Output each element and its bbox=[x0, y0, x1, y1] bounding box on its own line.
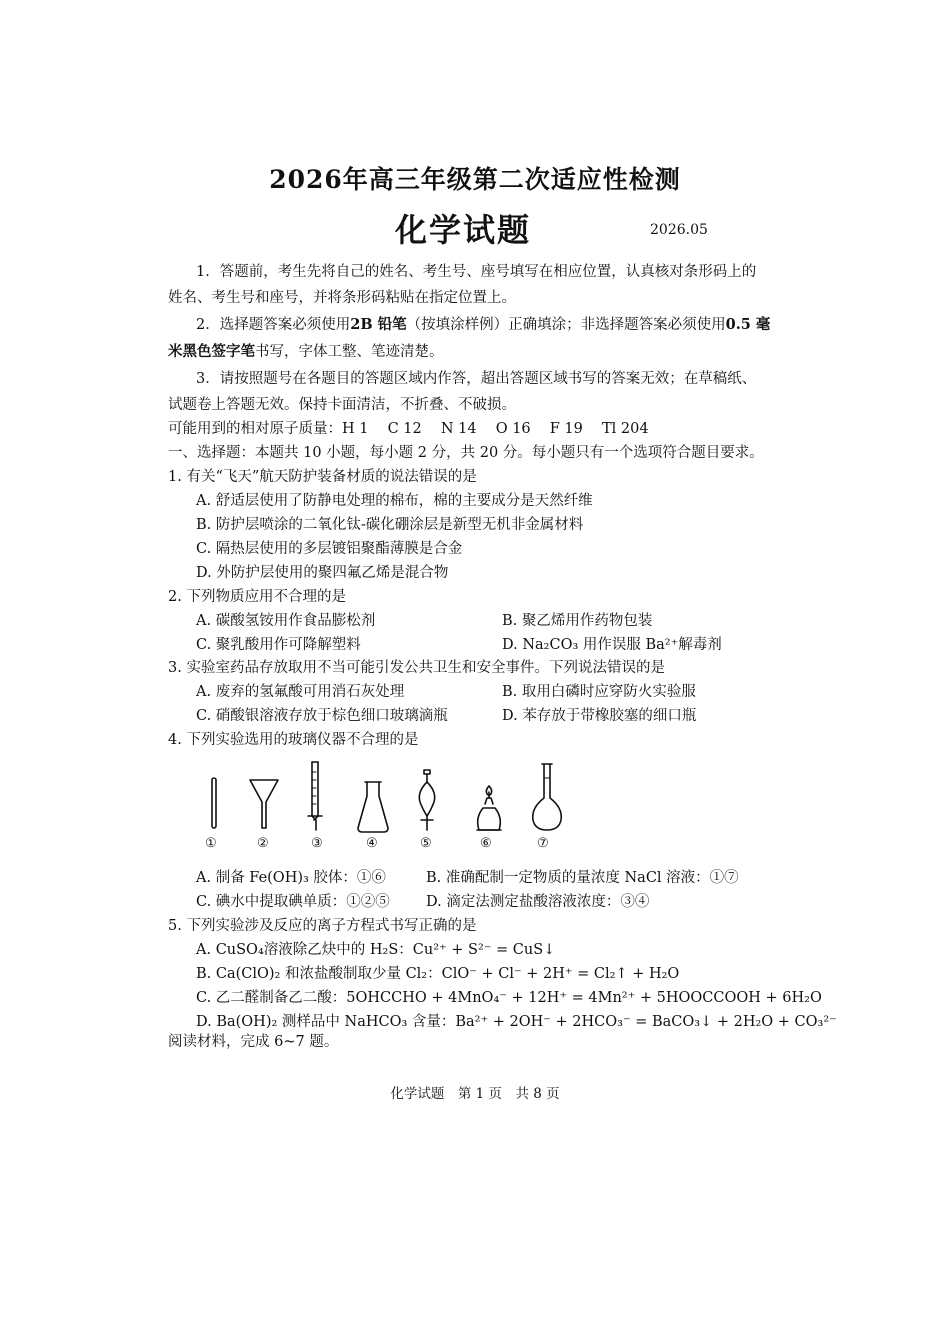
q1-option-d: D. 外防护层使用的聚四氟乙烯是混合物 bbox=[196, 565, 449, 581]
q1-option-b: B. 防护层喷涂的二氧化钛-碳化硼涂层是新型无机非金属材料 bbox=[196, 517, 584, 533]
instruction-3-line-1: 3．请按照题号在各题目的答题区域内作答，超出答题区域书写的答案无效；在草稿纸、 bbox=[196, 371, 757, 387]
q1-option-a: A. 舒适层使用了防静电处理的棉布，棉的主要成分是天然纤维 bbox=[196, 493, 593, 509]
q4-option-c: C. 碘水中提取碘单质：①②⑤ bbox=[196, 894, 390, 910]
instruction-2-pen-size: 0.5 毫 bbox=[725, 316, 771, 333]
apparatus-label-4: ④ bbox=[366, 836, 378, 851]
q5-option-a: A. CuSO₄溶液除乙炔中的 H₂S：Cu²⁺ + S²⁻ = CuS↓ bbox=[196, 942, 556, 958]
burette-icon bbox=[308, 762, 322, 830]
apparatus-label-3: ③ bbox=[311, 836, 323, 851]
q4-option-b: B. 准确配制一定物质的量浓度 NaCl 溶液：①⑦ bbox=[426, 870, 739, 886]
q2-option-b: B. 聚乙烯用作药物包装 bbox=[502, 613, 653, 629]
conical-flask-icon bbox=[358, 782, 388, 832]
q1-stem: 1. 有关“飞天”航天防护装备材质的说法错误的是 bbox=[168, 469, 477, 485]
q5-option-b: B. Ca(ClO)₂ 和浓盐酸制取少量 Cl₂：ClO⁻ + Cl⁻ + 2H⁺ = Cl₂↑ + H₂O bbox=[196, 966, 680, 982]
atomic-masses: 可能用到的相对原子质量：H 1 C 12 N 14 O 16 F 19 Tl 204 bbox=[168, 421, 649, 437]
apparatus-label-5: ⑤ bbox=[420, 836, 432, 851]
reading-material-note: 阅读材料，完成 6~7 题。 bbox=[168, 1034, 339, 1050]
q3-option-c: C. 硝酸银溶液存放于棕色细口玻璃滴瓶 bbox=[196, 708, 448, 724]
q3-option-b: B. 取用白磷时应穿防火实验服 bbox=[502, 684, 696, 700]
q4-option-d: D. 滴定法测定盐酸溶液浓度：③④ bbox=[426, 894, 650, 910]
q3-option-d: D. 苯存放于带橡胶塞的细口瓶 bbox=[502, 708, 697, 724]
volumetric-flask-icon bbox=[533, 764, 562, 830]
q2-stem: 2. 下列物质应用不合理的是 bbox=[168, 589, 346, 605]
instruction-2-mid: （按填涂样例）正确填涂；非选择题答案必须使用 bbox=[406, 317, 726, 333]
instruction-2-pen: 米黑色签字笔 bbox=[168, 343, 255, 360]
separatory-funnel-icon bbox=[419, 770, 434, 830]
instruction-1-line-2: 姓名、考生号和座号，并将条形码粘贴在指定位置上。 bbox=[168, 290, 516, 306]
q1-option-c: C. 隔热层使用的多层镀铝聚酯薄膜是合金 bbox=[196, 541, 463, 557]
q5-stem: 5. 下列实验涉及反应的离子方程式书写正确的是 bbox=[168, 918, 477, 934]
glass-rod-icon bbox=[212, 778, 216, 828]
page-footer: 化学试题 第 1 页 共 8 页 bbox=[390, 1086, 560, 1102]
q5-option-d: D. Ba(OH)₂ 测样品中 NaHCO₃ 含量：Ba²⁺ + 2OH⁻ + 2HCO₃⁻ = BaCO₃↓ + 2H₂O + CO₃²⁻ bbox=[196, 1014, 837, 1030]
instruction-2-post: 书写，字体工整、笔迹清楚。 bbox=[255, 344, 444, 360]
apparatus-label-1: ① bbox=[205, 836, 217, 851]
instruction-2-pre: 2．选择题答案必须使用 bbox=[196, 317, 351, 333]
apparatus-label-7: ⑦ bbox=[537, 836, 549, 851]
q4-option-a: A. 制备 Fe(OH)₃ 胶体：①⑥ bbox=[196, 870, 386, 886]
apparatus-label-6: ⑥ bbox=[480, 836, 492, 851]
instruction-3-line-2: 试题卷上答题无效。保持卡面清洁，不折叠、不破损。 bbox=[168, 397, 516, 413]
exam-date: 2026.05 bbox=[650, 222, 708, 238]
q3-option-a: A. 废弃的氢氟酸可用消石灰处理 bbox=[196, 684, 405, 700]
q2-option-d: D. Na₂CO₃ 用作误服 Ba²⁺解毒剂 bbox=[502, 637, 722, 653]
q3-stem: 3. 实验室药品存放取用不当可能引发公共卫生和安全事件。下列说法错误的是 bbox=[168, 660, 665, 676]
q5-option-c: C. 乙二醛制备乙二酸：5OHCCHO + 4MnO₄⁻ + 12H⁺ = 4Mn²⁺ + 5HOOCCOOH + 6H₂O bbox=[196, 990, 822, 1006]
section-1-heading: 一、选择题：本题共 10 小题，每小题 2 分，共 20 分。每小题只有一个选项符合题目要求。 bbox=[168, 445, 764, 461]
instruction-1-line-1: 1．答题前，考生先将自己的姓名、考生号、座号填写在相应位置，认真核对条形码上的 bbox=[196, 264, 757, 280]
subject-title: 化学试题 bbox=[394, 211, 531, 249]
instruction-2-pencil: 2B 铅笔 bbox=[350, 316, 407, 333]
q4-stem: 4. 下列实验选用的玻璃仪器不合理的是 bbox=[168, 732, 419, 748]
q2-option-c: C. 聚乳酸用作可降解塑料 bbox=[196, 637, 361, 653]
funnel-icon bbox=[250, 780, 278, 828]
q2-option-a: A. 碳酸氢铵用作食品膨松剂 bbox=[196, 613, 376, 629]
alcohol-lamp-icon bbox=[477, 786, 501, 830]
instruction-2-line-2 bbox=[168, 342, 444, 362]
exam-title: 2026年高三年级第二次适应性检测 bbox=[269, 165, 681, 194]
glassware-illustration bbox=[195, 758, 575, 856]
apparatus-label-2: ② bbox=[257, 836, 269, 851]
instruction-2-line-1 bbox=[196, 315, 770, 335]
